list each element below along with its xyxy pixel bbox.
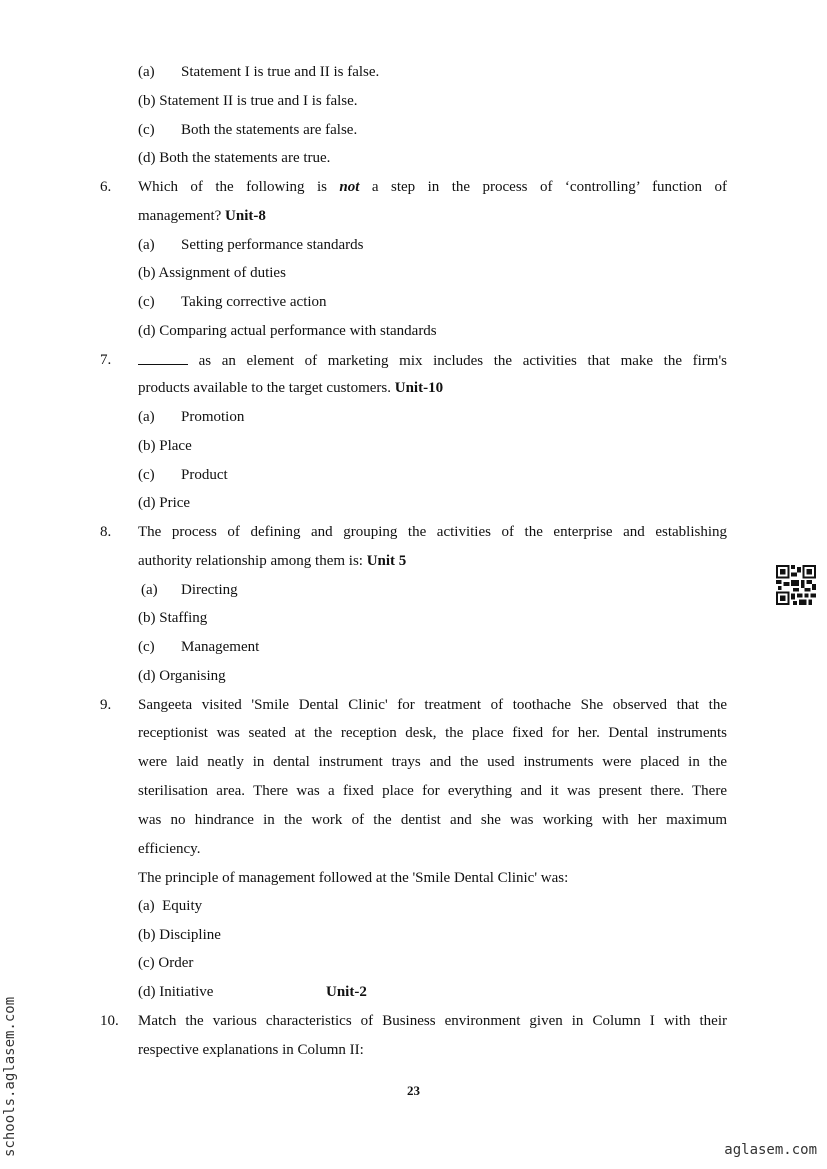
q7-fill-blank: [138, 350, 188, 365]
q8-stem-line2-text: authority relationship among them is:: [138, 553, 367, 569]
q6-option-a-label: (a): [138, 237, 155, 253]
q7-number: 7.: [100, 352, 112, 368]
q7-stem-line2-text: products available to the target customers.: [138, 380, 395, 396]
q7-option-c-text: Product: [181, 467, 228, 483]
q9-passage-line1: Sangeeta visited 'Smile Dental Clinic' for treatment of toothache She observed that the: [138, 697, 727, 713]
q6-stem-text: Which of the following is: [138, 179, 340, 195]
q9-passage-line3: were laid neatly in dental instrument trays and the used instruments were placed in the: [138, 754, 727, 770]
q5-option-a-text: Statement I is true and II is false.: [181, 64, 380, 80]
q10-stem-line2: respective explanations in Column II:: [138, 1042, 364, 1058]
q8-stem-line1: The process of defining and grouping the activities of the enterprise and establishing: [138, 524, 727, 540]
q7-option-a-text: Promotion: [181, 409, 245, 425]
q10-number: 10.: [100, 1013, 119, 1029]
q6-option-b: (b) Assignment of duties: [138, 265, 286, 281]
q9-unit-tag: Unit-2: [326, 984, 367, 1000]
q9-option-c: (c) Order: [138, 955, 194, 971]
q6-stem-line1: [138, 177, 727, 197]
q6-stem-line2: [138, 206, 266, 226]
watermark-bottom: aglasem.com: [724, 1142, 817, 1158]
q6-stem-text-end: a step in the process of ‘controlling’ function of: [359, 179, 728, 195]
q8-number: 8.: [100, 524, 112, 540]
q7-stem-line1: [138, 350, 727, 371]
q7-option-b: (b) Place: [138, 438, 192, 454]
qr-code-icon: [776, 565, 816, 605]
q9-passage-line4: sterilisation area. There was a fixed place for everything and it was present there. There: [138, 783, 727, 799]
q5-option-c-label: (c): [138, 122, 155, 138]
q9-passage-line2: receptionist was seated at the reception desk, the place fixed for her. Dental instruments: [138, 725, 727, 741]
q7-option-d: (d) Price: [138, 495, 191, 511]
q8-option-a-text: Directing: [181, 582, 238, 598]
q9-option-a: (a) Equity: [138, 898, 203, 914]
q9-passage-line6: efficiency.: [138, 841, 201, 857]
q6-option-c-text: Taking corrective action: [181, 294, 327, 310]
q7-stem-line2: [138, 378, 443, 398]
q8-option-d: (d) Organising: [138, 668, 226, 684]
q6-stem-line2-text: management?: [138, 208, 226, 224]
q10-stem-line1: Match the various characteristics of Business environment given in Column I with their: [138, 1013, 727, 1029]
q8-stem-line2: [138, 551, 406, 571]
q7-option-c-label: (c): [138, 467, 155, 483]
q8-option-c-text: Management: [181, 639, 260, 655]
watermark-side: schools.aglasem.com: [2, 996, 18, 1157]
q8-option-c-label: (c): [138, 639, 155, 655]
q7-option-a-label: (a): [138, 409, 155, 425]
q6-emphasis-not: not: [339, 179, 360, 195]
q5-option-c-text: Both the statements are false.: [181, 122, 358, 138]
q9-option-b: (b) Discipline: [138, 927, 221, 943]
q5-option-d: (d) Both the statements are true.: [138, 150, 331, 166]
q6-option-c-label: (c): [138, 294, 155, 310]
q5-option-a-label: (a): [138, 64, 155, 80]
q6-number: 6.: [100, 179, 112, 195]
q9-passage-line5: was no hindrance in the work of the dentist and she was working with her maximum: [138, 812, 727, 828]
q8-unit-tag: Unit 5: [366, 553, 407, 569]
q9-option-d: (d) Initiative: [138, 984, 214, 1000]
q8-option-b: (b) Staffing: [138, 610, 208, 626]
q5-option-b: (b) Statement II is true and I is false.: [138, 93, 358, 109]
q7-stem-text: as an element of marketing mix includes the activities that make the firm's: [188, 353, 727, 369]
q9-number: 9.: [100, 697, 112, 713]
q8-option-a-label: (a): [141, 582, 158, 598]
q6-option-a-text: Setting performance standards: [181, 237, 364, 253]
q6-unit-tag: Unit-8: [225, 208, 266, 224]
q9-question: The principle of management followed at the 'Smile Dental Clinic' was:: [138, 870, 569, 886]
q6-option-d: (d) Comparing actual performance with standards: [138, 323, 437, 339]
page-number: 23: [407, 1083, 420, 1098]
q7-unit-tag: Unit-10: [394, 380, 444, 396]
